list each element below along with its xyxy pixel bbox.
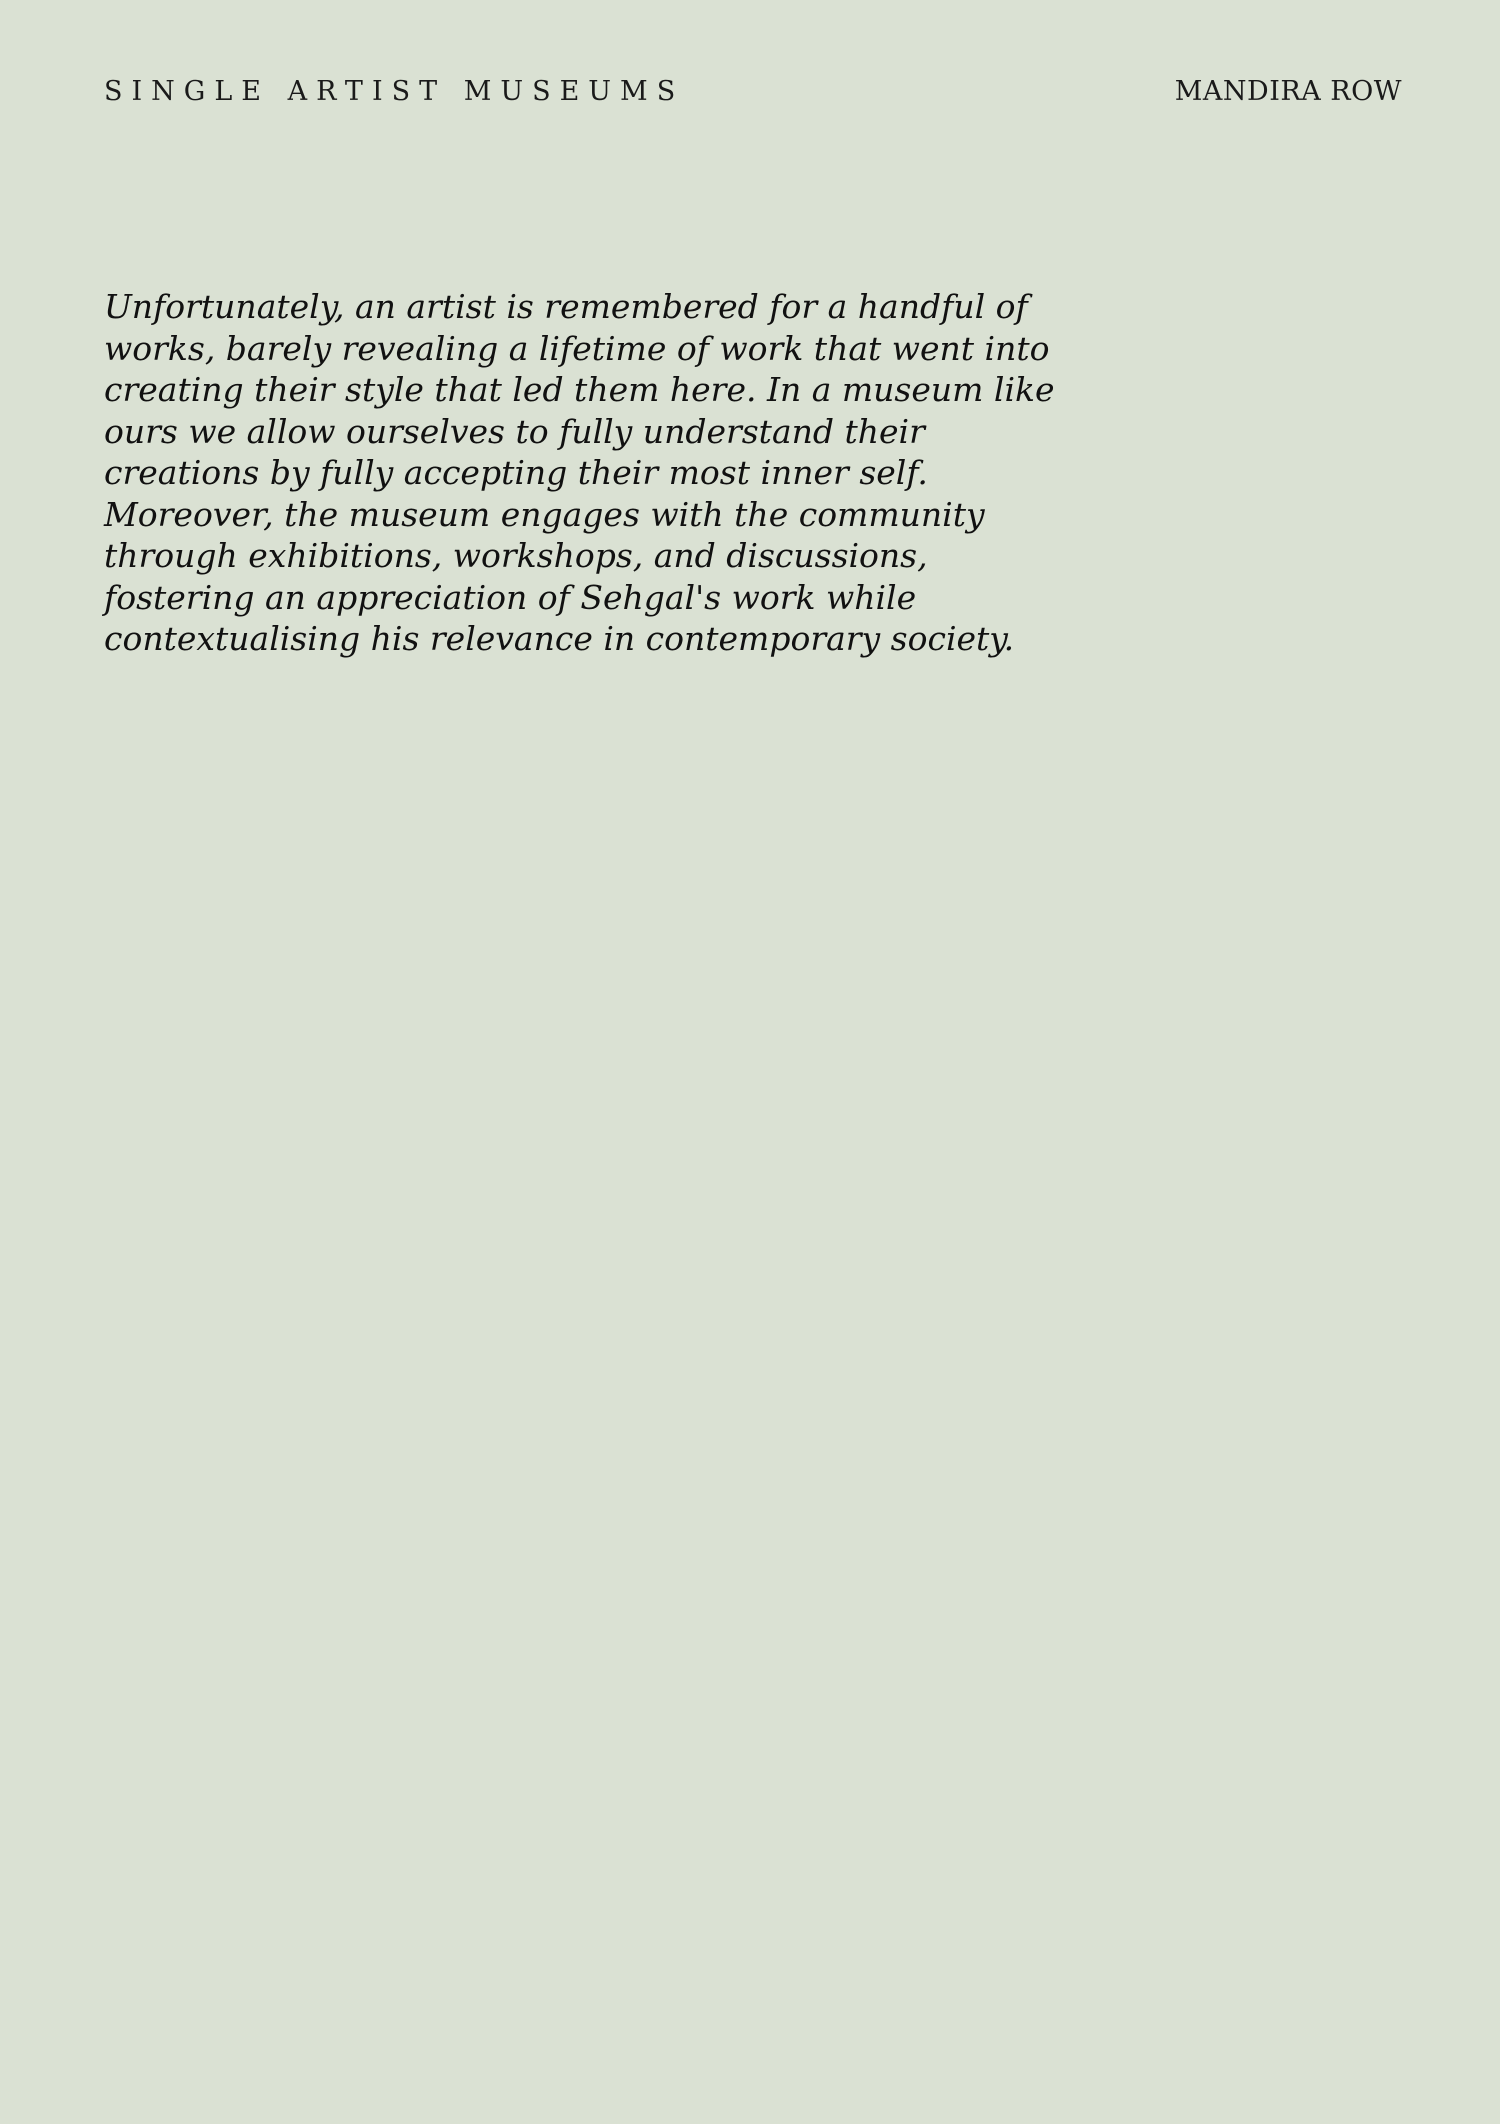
document-title: SINGLE ARTIST MUSEUMS bbox=[104, 76, 685, 107]
body-paragraph: Unfortunately, an artist is remembered for a handful of works, barely revealing a lifetime of work that went into creating their style that led them here. In a museum like ours we allow ourselves to fully understand their creations by fully accepting their most inner self. Moreover, the museum engages with the community through exhibitions, workshops, and discussions, fostering an appreciation of Sehgal's work while contextualising his relevance in contemporary society. bbox=[104, 287, 1055, 658]
author-name: MANDIRA ROW bbox=[1174, 76, 1402, 107]
